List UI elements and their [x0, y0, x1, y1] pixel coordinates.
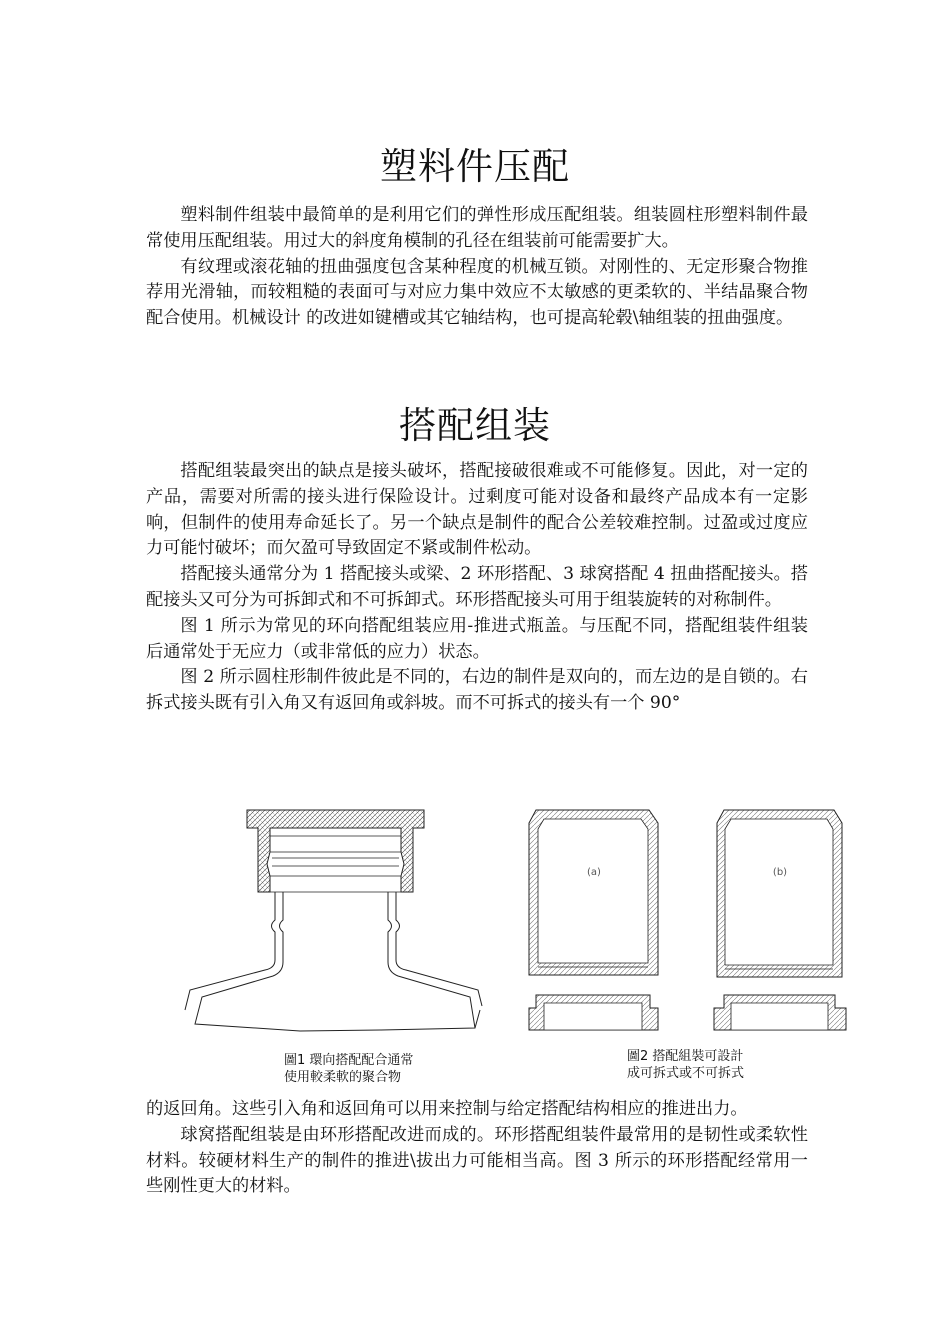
figure1-bottle-cap-drawing: [180, 800, 490, 1045]
section2-paragraph-4: 图 2 所示圆柱形制件彼此是不同的，右边的制件是双向的，而左边的是自锁的。右拆式接头既有引入角又有返回角或斜坡。而不可拆式的接头有一个 90°: [146, 667, 808, 714]
section2-paragraph-3: 图 1 所示为常见的环向搭配组装应用-推进式瓶盖。与压配不同，搭配组装件组装后通常处于无应力（或非常低的应力）状态。: [146, 615, 808, 662]
figure2-snap-fit-drawing: [524, 805, 854, 1035]
figure1-caption-line1: 圖1 環向搭配配合通常: [284, 1053, 414, 1068]
section1-title: 塑料件压配: [380, 145, 570, 188]
section3-body: [146, 1097, 808, 1200]
section1-paragraph-1: 塑料制件组装中最简单的是利用它们的弹性形成压配组装。组装圆柱形塑料制件最常使用压配组装。用过大的斜度角模制的孔径在组装前可能需要扩大。: [146, 205, 808, 251]
figure1-caption-line2: 使用較柔軟的聚合物: [284, 1070, 402, 1085]
figure2-caption: [627, 1048, 744, 1082]
section1-body: [146, 203, 808, 332]
section2-body: [146, 459, 808, 717]
section1-paragraph-2: 有纹理或滚花轴的扭曲强度包含某种程度的机械互锁。对刚性的、无定形聚合物推荐用光滑轴，而较粗糙的表面可与对应力集中效应不太敏感的更柔软的、半结晶聚合物配合使用。机械设计 的改进如键槽或其它轴结构，也可提高轮毂\轴组装的扭曲强度。: [146, 256, 808, 329]
figure2-label-a: (a): [587, 867, 601, 878]
section2-paragraph-2: 搭配接头通常分为 1 搭配接头或梁、2 环形搭配、3 球窝搭配 4 扭曲搭配接头。搭配接头又可分为可拆卸式和不可拆卸式。环形搭配接头可用于组装旋转的对称制件。: [146, 564, 808, 610]
figure2-caption-line2: 成可拆式或不可拆式: [627, 1066, 745, 1081]
section2-title: 搭配组装: [399, 404, 551, 447]
section3-paragraph-2: 球窝搭配组装是由环形搭配改进而成的。环形搭配组装件最常用的是韧性或柔软性材料。较硬材料生产的制件的推进\拔出力可能相当高。图 3 所示的环形搭配经常用一些刚性更大的材料。: [146, 1124, 808, 1197]
figure1-caption: [284, 1052, 413, 1086]
section2-paragraph-1: 搭配组装最突出的缺点是接头破坏，搭配接破很难或不可能修复。因此，对一定的产品，需要对所需的接头进行保险设计。过剩度可能对设备和最终产品成本有一定影响，但制件的使用寿命延长了。另一个缺点是制件的配合公差较难控制。过盈或过度应力可能忖破坏；而欠盈可导致固定不紧或制件松动。: [146, 461, 808, 559]
figure2-caption-line1: 圖2 搭配組裝可設計: [627, 1049, 744, 1064]
section3-paragraph-1: 的返回角。这些引入角和返回角可以用来控制与给定搭配结构相应的推进出力。: [146, 1099, 748, 1119]
figure2-label-b: (b): [772, 867, 788, 878]
